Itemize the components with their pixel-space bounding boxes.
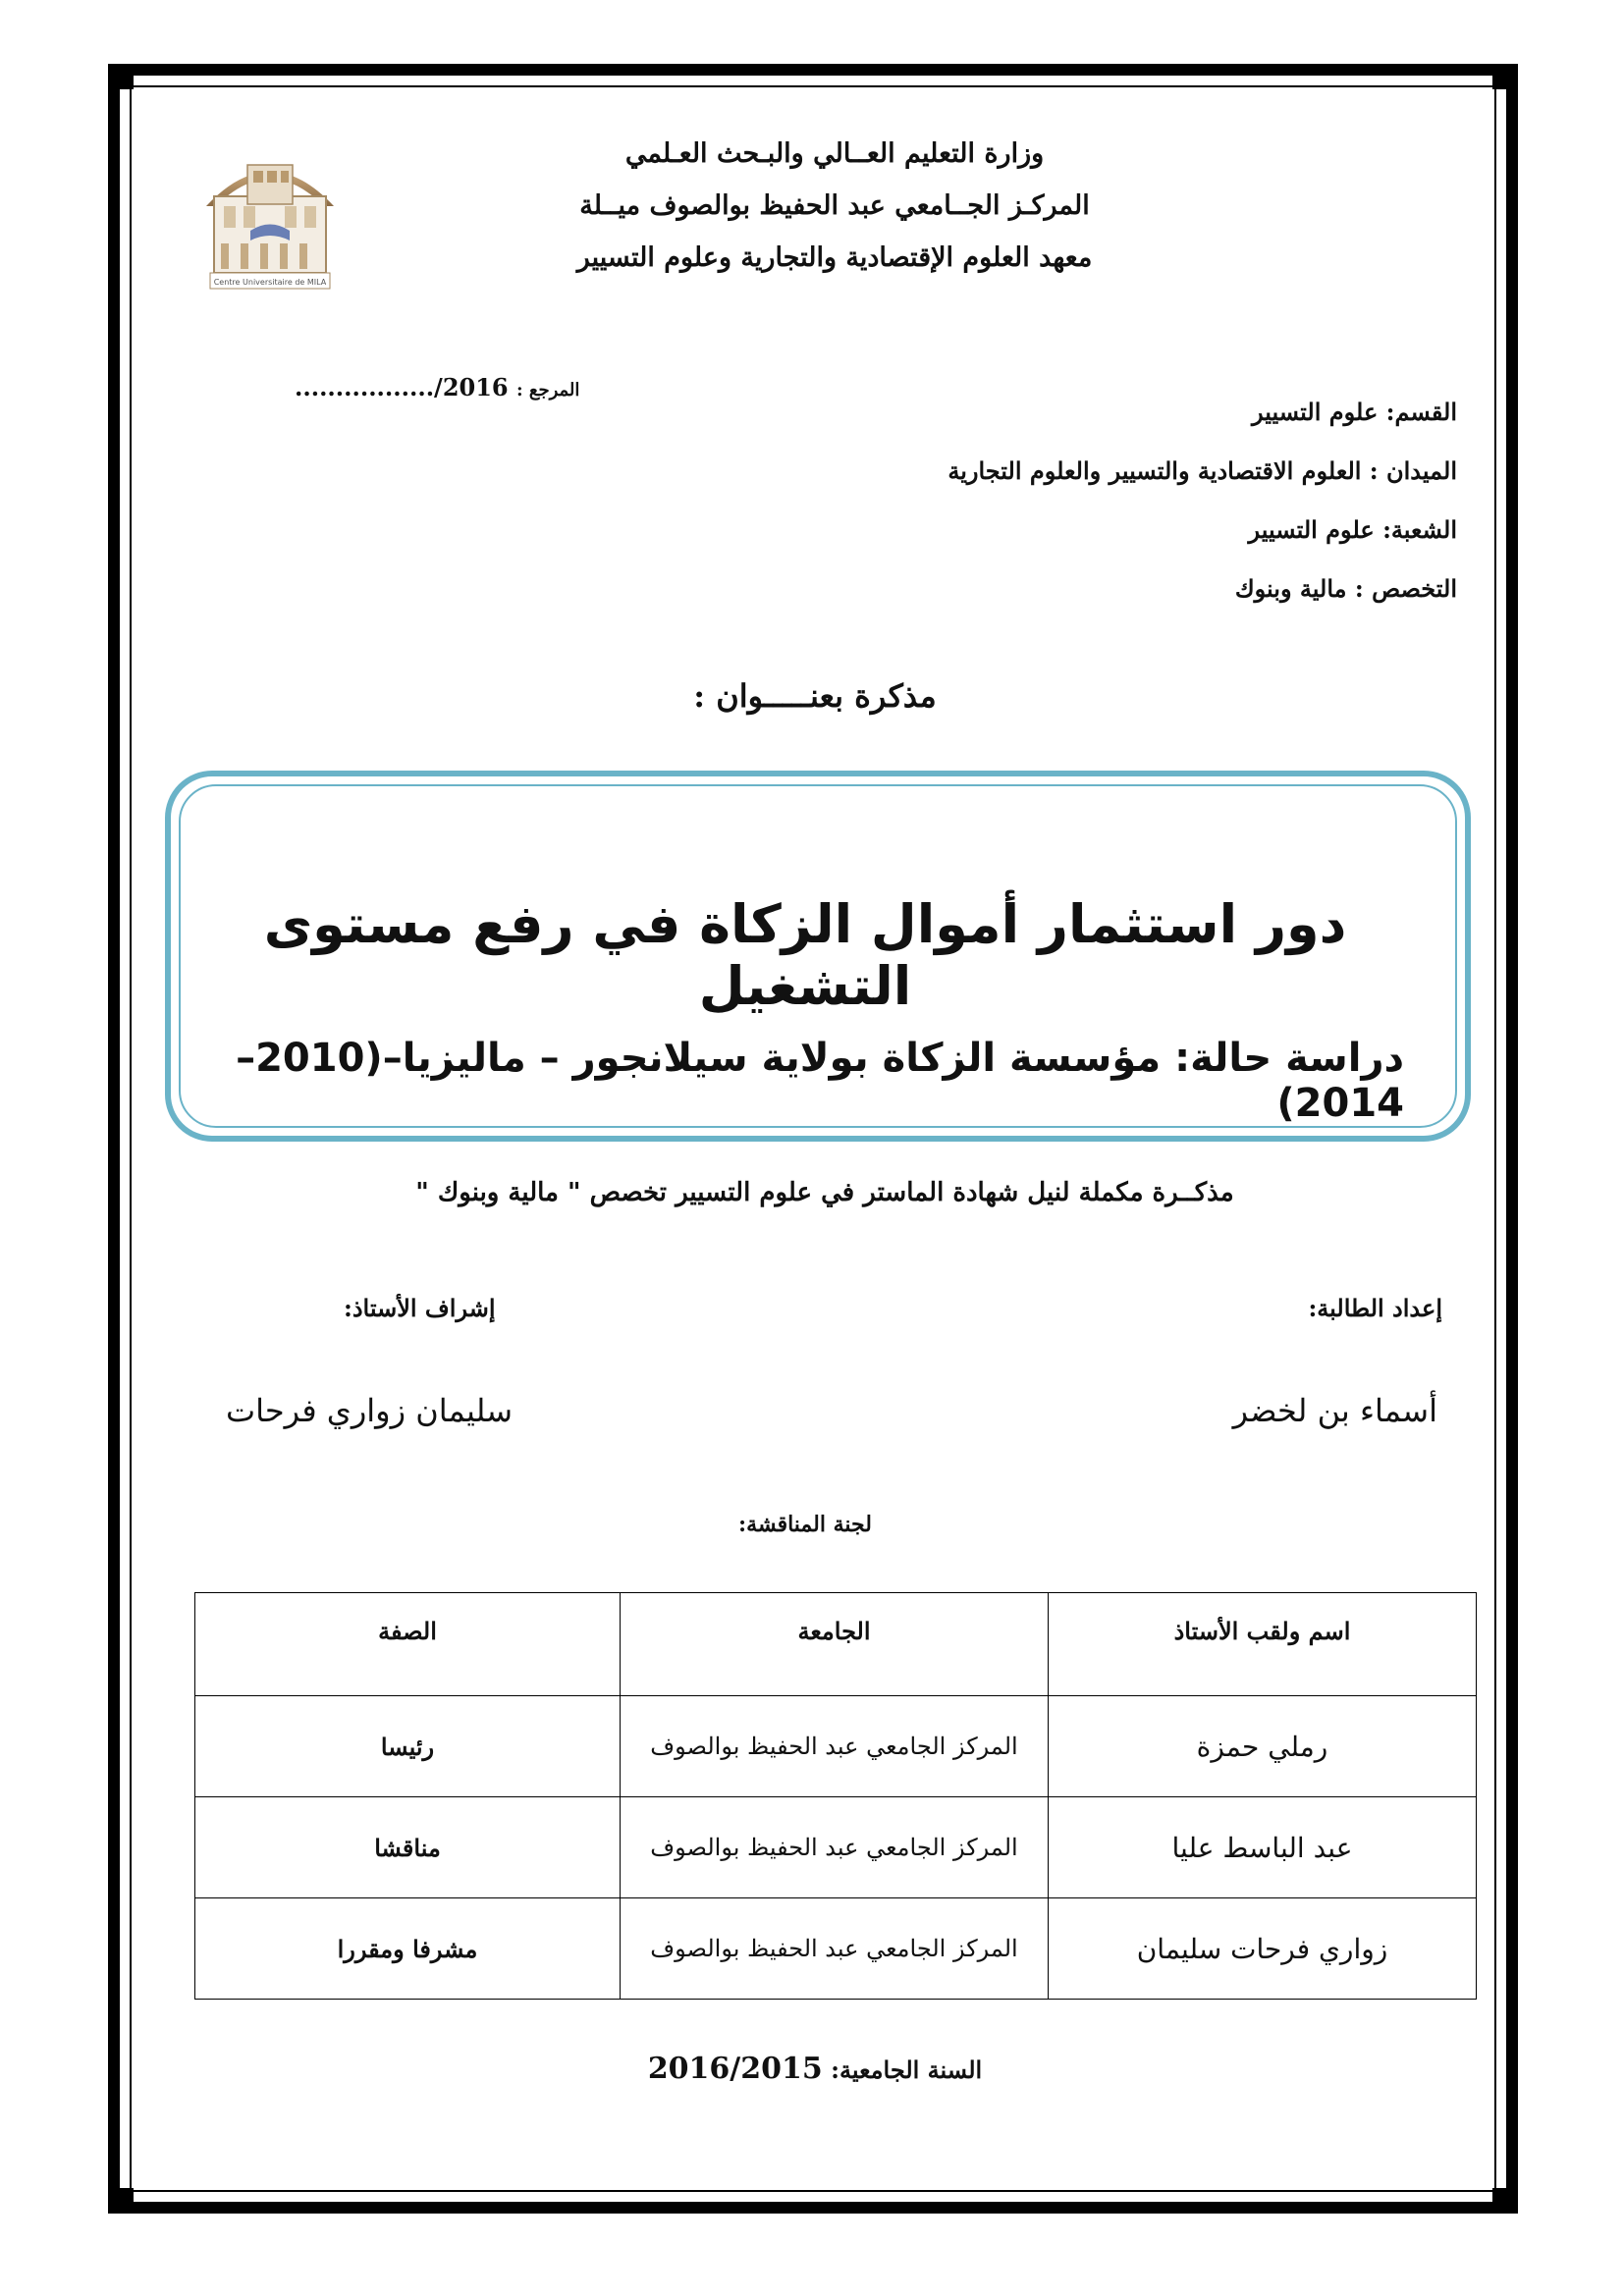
academic-year-label: السنة الجامعية:	[831, 2056, 983, 2084]
frame-corner-top-left	[108, 64, 134, 89]
jury-member-name: زواري فرحات سليمان	[1049, 1898, 1477, 2000]
thesis-title: دور استثمار أموال الزكاة في رفع مستوى التشغيل	[263, 893, 1347, 1017]
reference	[295, 373, 638, 401]
reference-value: 2016/.................	[295, 373, 509, 401]
header-role: الصفة	[195, 1593, 621, 1696]
university-building-icon	[196, 137, 344, 304]
table-header-row	[195, 1593, 1477, 1696]
header-university: الجامعة	[621, 1593, 1049, 1696]
thesis-subtitle: دراسة حالة: مؤسسة الزكاة بولاية سيلانجور – ماليزيا–(2010–2014)	[236, 1036, 1404, 1126]
header-name: اسم ولقب الأستاذ	[1049, 1593, 1477, 1696]
jury-table	[194, 1592, 1477, 2000]
jury-member-name: رملي حمزة	[1049, 1696, 1477, 1797]
institute-line: معهد العلوم الإقتصادية والتجارية وعلوم التسيير	[576, 242, 1093, 273]
university-logo	[196, 137, 344, 304]
table-row	[195, 1696, 1477, 1797]
memo-title-label: مذكرة بعنـــــوان :	[693, 677, 937, 715]
field-line: الميدان : العلوم الاقتصادية والتسيير والعلوم التجارية	[947, 456, 1457, 485]
jury-member-name: عبد الباسط عليا	[1049, 1797, 1477, 1898]
jury-member-role: مشرفا ومقررا	[195, 1898, 621, 2000]
program-info	[770, 383, 1457, 618]
jury-member-university: المركز الجامعي عبد الحفيظ بوالصوف	[621, 1696, 1049, 1797]
committee-label: لجنة المناقشة:	[738, 1512, 872, 1537]
institution-header	[550, 128, 1119, 284]
jury-member-role: رئيسا	[195, 1696, 621, 1797]
frame-corner-bottom-left	[108, 2188, 134, 2214]
university-line: المركـز الجــامعي عبد الحفيظ بوالصوف ميــلة	[579, 190, 1090, 221]
degree-note: مذكــرة مكملة لنيل شهادة الماستر في علوم التسيير تخصص " مالية وبنوك "	[415, 1178, 1234, 1207]
frame-corner-bottom-right	[1492, 2188, 1518, 2214]
ministry-line: وزارة التعليم العــالي والبـحث العـلمي	[624, 138, 1045, 169]
student-name: أسماء بن لخضر	[1232, 1392, 1437, 1429]
academic-year	[589, 2052, 1041, 2086]
department-line: القسم: علوم التسيير	[1252, 398, 1457, 426]
branch-line: الشعبة: علوم التسيير	[1248, 515, 1457, 544]
jury-member-university: المركز الجامعي عبد الحفيظ بوالصوف	[621, 1797, 1049, 1898]
frame-corner-top-right	[1492, 64, 1518, 89]
specialty-line: التخصص : مالية وبنوك	[1234, 574, 1457, 603]
academic-year-value: 2016/2015	[647, 2052, 823, 2086]
supervised-by-label: إشراف الأستاذ:	[344, 1294, 496, 1322]
table-row	[195, 1898, 1477, 2000]
jury-member-university: المركز الجامعي عبد الحفيظ بوالصوف	[621, 1898, 1049, 2000]
jury-member-role: مناقشا	[195, 1797, 621, 1898]
prepared-by-label: إعداد الطالبة:	[1308, 1294, 1442, 1322]
supervisor-name: سليمان زواري فرحات	[226, 1392, 514, 1429]
table-row	[195, 1797, 1477, 1898]
logo-caption: Centre Universitaire de MILA	[213, 278, 327, 287]
reference-label: المرجع :	[515, 380, 580, 400]
